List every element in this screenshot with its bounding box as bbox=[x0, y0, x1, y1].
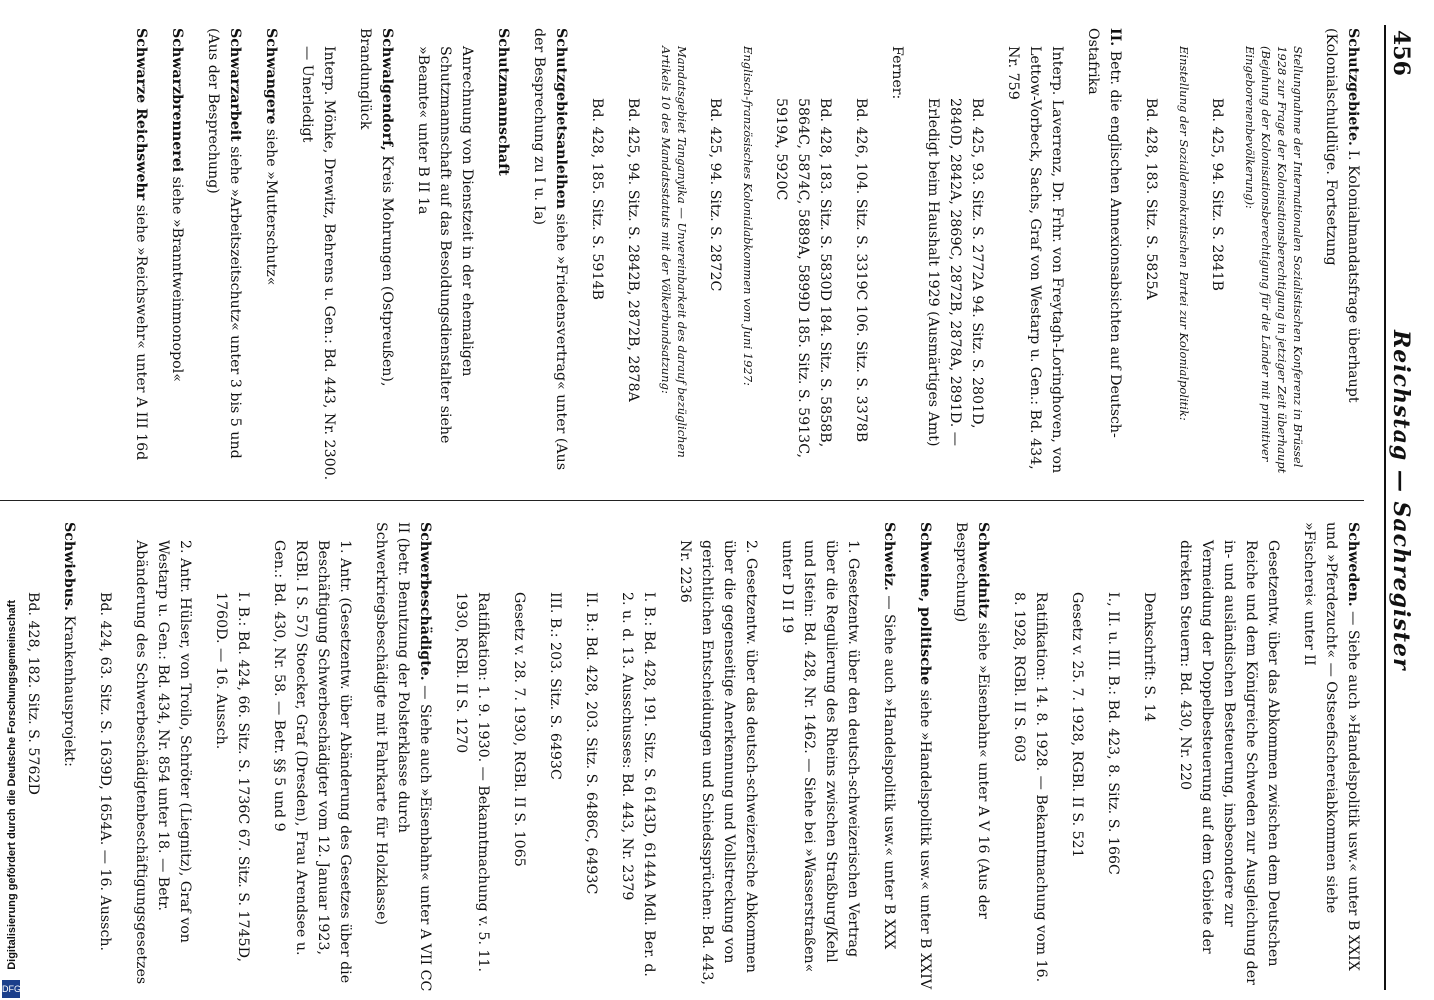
index-entry bbox=[202, 28, 246, 483]
entry-text: Ferner: bbox=[889, 46, 905, 100]
index-entry bbox=[922, 28, 988, 483]
entry-text: I. Kolonialmandatsfrage überhaupt (Kolonialschuldlüge. Fortsetzung bbox=[1323, 28, 1361, 403]
index-entry bbox=[622, 28, 644, 483]
index-entry bbox=[1320, 28, 1364, 483]
index-entry bbox=[704, 28, 726, 483]
index-entry bbox=[1206, 28, 1228, 483]
index-entry bbox=[354, 28, 398, 483]
entry-headword: Schwangere bbox=[263, 28, 279, 125]
funding-note: Digitalisierung gefördert durch die Deutsche Forschungsgemeinschaft bbox=[6, 600, 18, 970]
entry-reference: Bd. 424, 63. Sitz. S. 1639D, 1654A. — 16. Aussch. bbox=[97, 592, 113, 952]
entry-headword: Schwarze Reichswehr bbox=[133, 28, 149, 201]
index-entry bbox=[1140, 28, 1162, 483]
page-header bbox=[1370, 0, 1414, 1000]
index-entry bbox=[130, 522, 196, 992]
left-column bbox=[116, 28, 1364, 483]
entry-headword: Schwarzbrennerei bbox=[169, 28, 185, 173]
index-entry bbox=[658, 28, 690, 483]
entry-headword: Schutzgebiete. bbox=[1345, 28, 1361, 146]
entry-reference: Bd. 425, 93. Sitz. S. 2772A 94. Sitz. S. 2801D, 2840D, 2842A, 2869C, 2872B, 2878A, 2891D. — Erledigt beim Haushalt 1929 (Ausmärtiges Amt) bbox=[925, 98, 985, 447]
entry-note: Englisch-französisches Kolonialabkommen vom Juni 1927: bbox=[741, 46, 755, 386]
entry-text: siehe »Reichswehr« unter A III 16d bbox=[133, 204, 149, 461]
entry-headword: Schwalgendorf, bbox=[379, 28, 395, 151]
entry-text: siehe »Mutterschutz« bbox=[263, 128, 279, 286]
right-column bbox=[8, 522, 1364, 992]
index-entry bbox=[850, 28, 872, 483]
index-entry bbox=[674, 522, 762, 992]
entry-reference: I. B.: Bd. 428, 191. Sitz. S. 6143D, 6144A Mdl. Ber. d. 2. u. d. 13. Ausschusses: Bd. 443, Nr. 2379 bbox=[619, 592, 657, 977]
index-entry bbox=[166, 28, 188, 483]
entry-reference: Bd. 425, 94. Sitz. S. 2872C bbox=[707, 98, 723, 292]
index-entry bbox=[268, 522, 356, 992]
index-entry bbox=[528, 28, 572, 483]
index-entry bbox=[1298, 522, 1364, 992]
entry-headword: Schutzmannschaft bbox=[495, 28, 511, 176]
entry-reference: Gesetz v. 25. 7. 1928, RGBl. II S. 521 bbox=[1069, 592, 1085, 858]
index-entry bbox=[130, 28, 152, 483]
column-divider bbox=[0, 500, 1364, 501]
index-entry bbox=[260, 28, 282, 483]
index-entry bbox=[886, 28, 908, 483]
entry-text: 1. Gesetzentw. über den deutsch-schweizerischen Vertrag über die Regulierung des Rheins zwischen Straßburg/Kehl und Istein: Bd. 428, Nr. 1462. — Siehe bei »Wasserstraßen« unter D II 19 bbox=[779, 540, 861, 973]
index-entry bbox=[22, 522, 44, 992]
entry-reference: Ratifikation: 1. 9. 1930. — Bekanntmachung v. 5. 11. 1930, RGBl. II S. 1270 bbox=[453, 592, 491, 973]
entry-headword: Schwarzarbeit bbox=[227, 28, 243, 142]
dfg-logo: DFG bbox=[2, 980, 20, 998]
index-entry bbox=[1102, 522, 1124, 992]
entry-reference: Gesetz v. 28. 7. 1930, RGBl. II S. 1065 bbox=[511, 592, 527, 867]
entry-text: Betr. die englischen Annexionsabsichten auf Deutsch-Ostafrika bbox=[1085, 28, 1123, 438]
entry-reference: Bd. 428, 185. Sitz. S. 5914B bbox=[589, 98, 605, 300]
page-number: 456 bbox=[1388, 30, 1414, 76]
index-entry bbox=[508, 522, 530, 992]
entry-reference: Bd. 428, 183. Sitz. S. 5830D 184. Sitz. S. 5858B, 5864C, 5874C, 5889A, 5899D 185. Sitz. S. 5913C, 5919A, 5920C bbox=[773, 98, 833, 459]
index-entry bbox=[94, 522, 116, 992]
entry-text: siehe »Branntweinmonopol« bbox=[169, 176, 185, 382]
entry-reference: I., II. u. III. B.: Bd. 423, 8. Sitz. S. 166C bbox=[1105, 592, 1121, 875]
index-entry bbox=[1174, 522, 1284, 992]
entry-headword: Schweiz. bbox=[881, 522, 897, 591]
entry-text: Krankenhausprojekt: bbox=[61, 615, 77, 767]
entry-reference: Ratifikation: 14. 8. 1928. — Bekanntmachung vom 16. 8. 1928, RGBl. II S. 603 bbox=[1011, 592, 1049, 983]
entry-text: Anrechnung von Dienstzeit in der ehemaligen Schutzmannschaft auf das Besoldungsdienstalter siehe »Beamte« unter B II 1a bbox=[415, 46, 475, 444]
entry-reference: Bd. 425, 94. Sitz. S. 2841B bbox=[1209, 98, 1225, 291]
index-entry bbox=[878, 522, 900, 992]
index-entry bbox=[1082, 28, 1126, 483]
index-entry bbox=[1066, 522, 1088, 992]
entry-text: 1. Antr. (Gesetzentw. über Abänderung des Gesetzes über die Beschäftigung Schwerbeschädigter vom 12. Januar 1923, RGBl. I S. 57) Stoecker, Graf (Dresden), Frau Arendsee u. Gen.: Bd. 430, Nr. 58. — Betr. §§ 5 und 9 bbox=[271, 540, 353, 984]
entry-reference: I. B.: Bd. 424, 66. Sitz. S. 1736C 67. Sitz. S. 1745D, 1760D. — 16. Aussch. bbox=[213, 592, 251, 962]
index-entry bbox=[210, 522, 254, 992]
entry-headword: II. bbox=[1107, 28, 1123, 47]
index-entry bbox=[370, 522, 436, 992]
entry-text: siehe »Eisenbahn« unter A V 16 (Aus der Besprechung) bbox=[953, 522, 991, 919]
index-entry bbox=[740, 28, 756, 483]
entry-reference: Bd. 428, 182. Sitz. S. 5762D bbox=[25, 592, 41, 795]
index-entry bbox=[914, 522, 936, 992]
entry-reference: Bd. 426, 104. Sitz. S. 3319C 106. Sitz. S. 3378B bbox=[853, 98, 869, 443]
entry-reference: Bd. 428, 183. Sitz. S. 5825A bbox=[1143, 98, 1159, 300]
entry-note: Stellungnahme der Internationalen Sozialistischen Konferenz in Brüssel 1928 zur Frage der Kolonisationsberechtigung in jetziger Zeit überhaupt (Bejahung der Kolonisationsberechtigung für die Länder mit primitiver Eingeborenenbevölkerung): bbox=[1243, 46, 1305, 474]
index-entry bbox=[412, 28, 478, 483]
entry-text: Kreis Mohrungen (Ostpreußen), Brandunglück bbox=[357, 28, 395, 387]
index-entry bbox=[544, 522, 566, 992]
header-rule bbox=[1384, 25, 1386, 990]
index-entry bbox=[296, 28, 340, 483]
entry-text: — Siehe auch »Handelspolitik usw.« unter B XXIX und »Pferdezucht« — Ostseefischereiabkommen siehe »Fischerei« unter II bbox=[1301, 522, 1361, 971]
entry-text: Interp. Mönke, Drewitz, Behrens u. Gen.: Bd. 443, Nr. 2300. — Unerledigt bbox=[299, 46, 337, 481]
entry-text: — Siehe auch »Eisenbahn« unter A VII CC II (betr. Benutzung der Polsterklasse durch Schwerkriegsbeschädigte mit Fahrkarte für Holzklasse) bbox=[373, 522, 433, 992]
index-entry bbox=[1242, 28, 1306, 483]
index-entry bbox=[1008, 522, 1052, 992]
entry-headword: Schutzgebietsanleihen bbox=[553, 28, 569, 209]
entry-text: 2. Antr. Hülser, von Troilo, Schröter (Liegnitz), Graf von Westarp u. Gen.: Bd. 434, Nr. 854 unter 18. — Betr. Abänderung des Schwerbeschädigtenbeschäftigungsgesetzes bbox=[133, 540, 193, 985]
entry-headword: Schwiebus. bbox=[61, 522, 77, 611]
entry-headword: Schweine, politische bbox=[917, 522, 933, 686]
entry-reference: II. B.: Bd. 428, 203. Sitz. S. 6486C, 6493C bbox=[583, 592, 599, 895]
entry-text: siehe »Arbeitszeitschutz« unter 3 bis 5 und (Aus der Besprechung) bbox=[205, 28, 243, 459]
index-entry bbox=[492, 28, 514, 483]
entry-headword: Schwerbeschädigte. bbox=[417, 522, 433, 681]
entry-text: siehe »Handelspolitik usw.« unter B XXIV bbox=[917, 689, 933, 990]
index-entry bbox=[1138, 522, 1160, 992]
entry-note: Mandatsgebiet Tanganyika — Unvereinbarkeit des darauf bezüglichen Artikels 10 des Mandatsstatuts mit der Völkerbundsatzung: bbox=[659, 46, 689, 458]
index-entry bbox=[58, 522, 80, 992]
index-entry bbox=[616, 522, 660, 992]
entry-text: Gesetzentw. über das Abkommen zwischen dem Deutschen Reiche und dem Königreiche Schweden zur Ausgleichung der in- und ausländischen Besteuerung, insbesondere zur Vermeidung der Doppelbesteuerung auf dem Gebiete der direkten Steuern: Bd. 430, Nr. 220 bbox=[1177, 540, 1281, 985]
entry-text: 2. Gesetzentw. über das deutsch-schweizerische Abkommen über die gegenseitige Anerkennung und Vollstreckung von gerichtlichen Entscheidungen und Schiedssprüchen: Bd. 443, Nr. 2236 bbox=[677, 540, 759, 986]
index-entry bbox=[770, 28, 836, 483]
entry-note: Einstellung der Sozialdemokratischen Partei zur Kolonialpolitik: bbox=[1177, 46, 1191, 421]
index-entry bbox=[776, 522, 864, 992]
entry-headword: Schweden. bbox=[1345, 522, 1361, 607]
index-entry bbox=[950, 522, 994, 992]
entry-text: — Siehe auch »Handelspolitik usw.« unter B XXX bbox=[881, 595, 897, 950]
running-head: Reichstag — Sachregister bbox=[1388, 330, 1414, 671]
entry-text: Interp. Laverrenz, Dr. Frhr. von Freytagh-Loringhoven, von Lettow-Vorbeck, Sachs, Graf von Westarp u. Gen.: Bd. 434, Nr. 759 bbox=[1005, 46, 1065, 474]
index-entry bbox=[1176, 28, 1192, 483]
index-entry bbox=[580, 522, 602, 992]
entry-text: siehe »Friedensvertrag« unter (Aus der Besprechung zu I u. Ia) bbox=[531, 28, 569, 471]
index-entry bbox=[1002, 28, 1068, 483]
entry-reference: Denkschrift: S. 14 bbox=[1141, 592, 1157, 722]
index-entry bbox=[450, 522, 494, 992]
entry-headword: Schweidnitz bbox=[975, 522, 991, 619]
entry-reference: III. B.: 203. Sitz. S. 6493C bbox=[547, 592, 563, 780]
entry-reference: Bd. 425, 94. Sitz. S. 2842B, 2872B, 2878A bbox=[625, 98, 641, 402]
index-entry bbox=[586, 28, 608, 483]
